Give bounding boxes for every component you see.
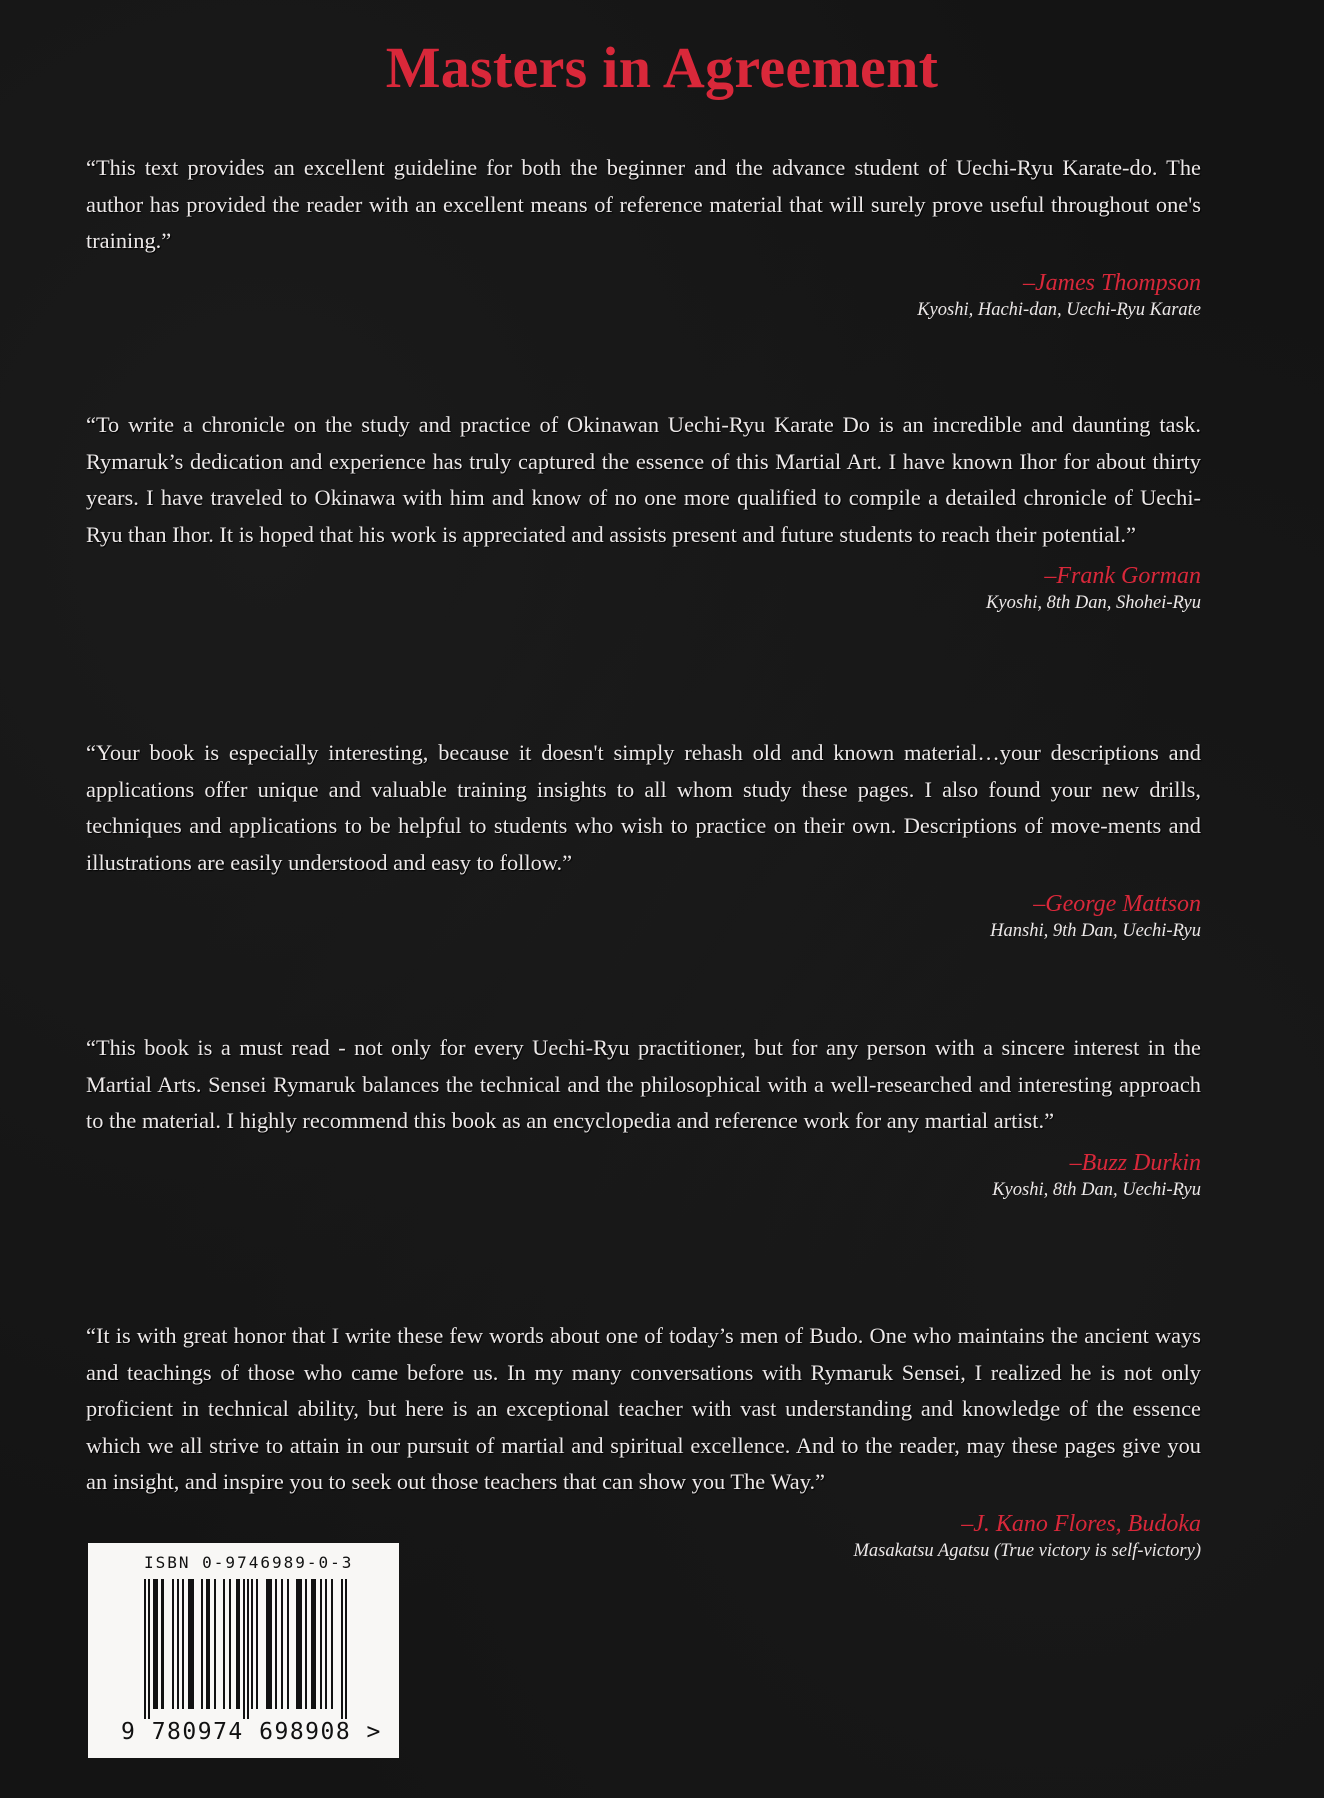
testimonial-author: –James Thompson: [1023, 269, 1201, 296]
testimonial-quote: “This book is a must read - not only for every Uechi-Ryu practitioner, but for any person with a sincere interest in the Martial Arts. Sensei Rymaruk balances the technical and the philosophical with a well-researched and interesting approach to the material. I highly recommend this book as an encyclopedia and reference work for any martial artist.”: [86, 1035, 1201, 1133]
isbn-barcode: [88, 1543, 399, 1758]
testimonial-credentials: Masakatsu Agatsu (True victory is self-victory): [853, 1540, 1201, 1561]
testimonial-quote: “This text provides an excellent guideline for both the beginner and the advance student of Uechi-Ryu Karate-do. The author has provided the reader with an excellent means of reference material that will surely prove useful throughout one's training.”: [86, 155, 1201, 253]
isbn-label: ISBN 0-9746989-0-3: [144, 1553, 354, 1572]
testimonial-author: –Buzz Durkin: [1069, 1149, 1201, 1176]
testimonial-durkin: [86, 1030, 1201, 1202]
testimonial-credentials: Kyoshi, 8th Dan, Uechi-Ryu: [992, 1179, 1201, 1200]
testimonial-credentials: Kyoshi, 8th Dan, Shohei-Ryu: [986, 593, 1201, 613]
testimonial-author: –George Mattson: [1033, 891, 1201, 917]
testimonial-quote: “Your book is especially interesting, because it doesn't simply rehash old and known material…your descriptions and applications offer unique and valuable training insights to all whom study these pages. I also found your new drills, techniques and applications to be helpful to students who wish to practice on their own. Descriptions of move-ments and illustrations are easily understood and easy to follow.”: [86, 740, 1201, 875]
testimonial-quote: “To write a chronicle on the study and practice of Okinawan Uechi-Ryu Karate Do is an incredible and daunting task. Rymaruk’s dedication and experience has truly captured the essence of this Martial Art. I have known Ihor for about thirty years. I have traveled to Okinawa with him and know of no one more qualified to compile a detailed chronicle of Uechi-Ryu than Ihor. It is hoped that his work is appreciated and assists present and future students to reach their potential.”: [86, 412, 1201, 547]
testimonial-thompson: [86, 150, 1201, 322]
testimonial-mattson: [86, 735, 1201, 943]
ean-number: 9 780974 698908 >: [121, 1719, 382, 1745]
testimonial-credentials: Kyoshi, Hachi-dan, Uechi-Ryu Karate: [917, 299, 1201, 320]
page-title: Masters in Agreement: [385, 35, 939, 100]
testimonial-quote: “It is with great honor that I write these few words about one of today’s men of Budo. One who maintains the ancient ways and teachings of those who came before us. In my many conversations with Rymaruk Sensei, I realized he is not only proficient in technical ability, but here is an exceptional teacher with vast understanding and knowledge of the essence which we all strive to attain in our pursuit of martial and spiritual excellence. And to the reader, may these pages give you an insight, and inspire you to seek out those teachers that can show you The Way.”: [86, 1323, 1201, 1494]
testimonial-flores: [86, 1318, 1201, 1563]
testimonial-author: –Frank Gorman: [1044, 563, 1201, 589]
testimonial-author: –J. Kano Flores, Budoka: [961, 1510, 1201, 1537]
barcode-bars-icon: [144, 1579, 349, 1719]
testimonial-gorman: [86, 407, 1201, 615]
testimonial-credentials: Hanshi, 9th Dan, Uechi-Ryu: [990, 921, 1201, 941]
